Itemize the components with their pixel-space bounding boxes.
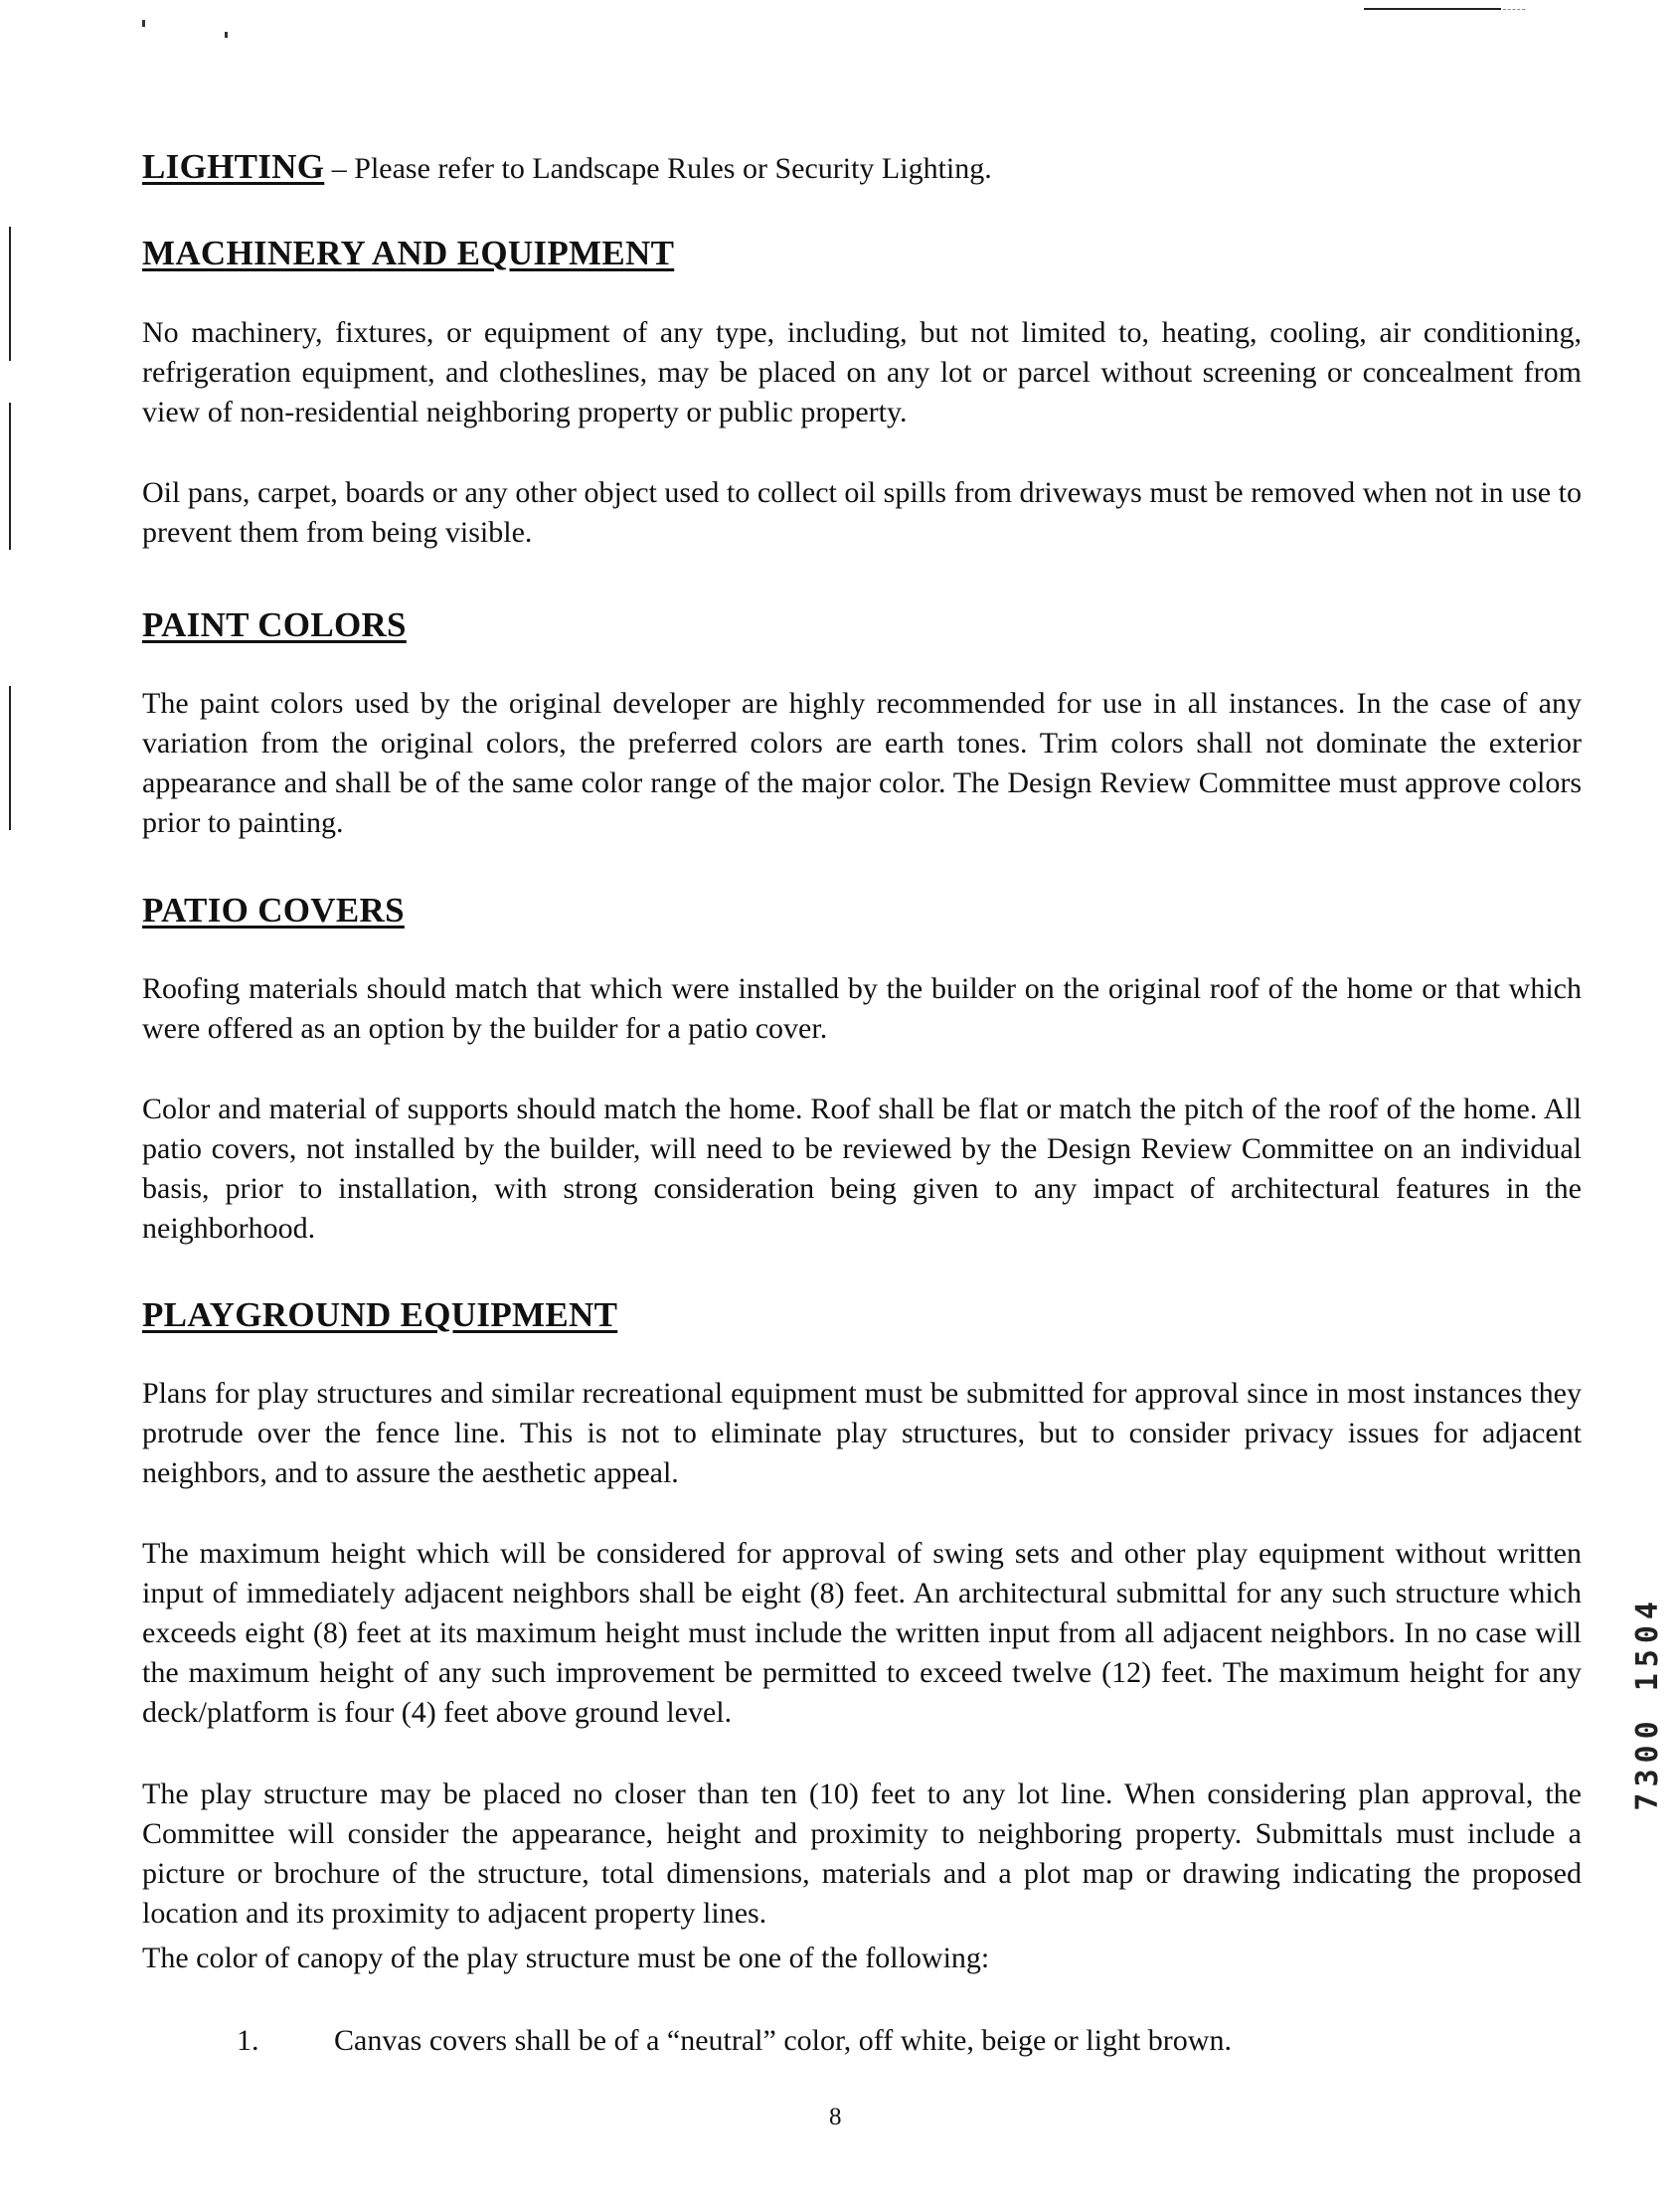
machinery-paragraph-1: No machinery, fixtures, or equipment of any type, including, but not limited to, heating, cooling, air conditioning, refrigeration equipment, and clotheslines, may be placed on any lot or parcel without screening or concealment from view of non-residential neighboring property or public property. [142, 316, 1582, 428]
lighting-section [142, 147, 992, 187]
page-number: 8 [829, 2104, 842, 2130]
margin-change-bar [9, 403, 11, 550]
document-stamp-number: 7300 1504 [1630, 1596, 1665, 1811]
lighting-text: – Please refer to Landscape Rules or Security Lighting. [324, 152, 992, 185]
playground-paragraph-1: Plans for play structures and similar recreational equipment must be submitted for approval since in most instances they protrude over the fence line. This is not to eliminate play structures, but to consider privacy issues for adjacent neighbors, and to assure the aesthetic appeal. [142, 1377, 1582, 1489]
machinery-paragraph-2: Oil pans, carpet, boards or any other object used to collect oil spills from driveways must be removed when not in use to prevent them from being visible. [142, 476, 1582, 549]
patio-covers-paragraph-1: Roofing materials should match that which were installed by the builder on the original roof of the home or that which were offered as an option by the builder for a patio cover. [142, 972, 1582, 1045]
scan-artifact-dash [1503, 9, 1525, 11]
scan-speck [225, 32, 228, 38]
patio-covers-paragraph-2: Color and material of supports should match the home. Roof shall be flat or match the pitch of the roof of the home. All patio covers, not installed by the builder, will need to be reviewed by the Design Review Committee on an individual basis, prior to installation, with strong consideration being given to any impact of architectural features in the neighborhood. [142, 1093, 1582, 1245]
machinery-heading: MACHINERY AND EQUIPMENT [142, 234, 675, 272]
margin-change-bar [9, 686, 11, 830]
lighting-heading: LIGHTING [142, 147, 325, 186]
playground-paragraph-4: The color of canopy of the play structure must be one of the following: [142, 1942, 990, 1974]
playground-paragraph-3: The play structure may be placed no closer than ten (10) feet to any lot line. When considering plan approval, the Committee will consider the appearance, height and proximity to neighboring property. Submittals must include a picture or brochure of the structure, total dimensions, materials and a plot map or drawing indicating the proposed location and its proximity to adjacent property lines. [142, 1777, 1582, 1930]
paint-colors-paragraph: The paint colors used by the original developer are highly recommended for use in all instances. In the case of any variation from the original colors, the preferred colors are earth tones. Trim colors shall not dominate the exterior appearance and shall be of the same color range of the major color. The Design Review Committee must approve colors prior to painting. [142, 687, 1582, 839]
paint-colors-heading: PAINT COLORS [142, 605, 407, 644]
patio-covers-heading: PATIO COVERS [142, 891, 405, 930]
scan-artifact-line [1364, 8, 1501, 10]
margin-change-bar [9, 227, 11, 361]
playground-heading: PLAYGROUND EQUIPMENT [142, 1295, 618, 1334]
list-item-number: 1. [237, 2024, 259, 2057]
scan-speck [142, 20, 145, 27]
list-item-text: Canvas covers shall be of a “neutral” color, off white, beige or light brown. [334, 2024, 1232, 2057]
playground-paragraph-2: The maximum height which will be considered for approval of swing sets and other play equipment without written input of immediately adjacent neighbors shall be eight (8) feet. An architectural submittal for any such structure which exceeds eight (8) feet at its maximum height must include the written input from all adjacent neighbors. In no case will the maximum height of any such improvement be permitted to exceed twelve (12) feet. The maximum height for any deck/platform is four (4) feet above ground level. [142, 1537, 1582, 1729]
